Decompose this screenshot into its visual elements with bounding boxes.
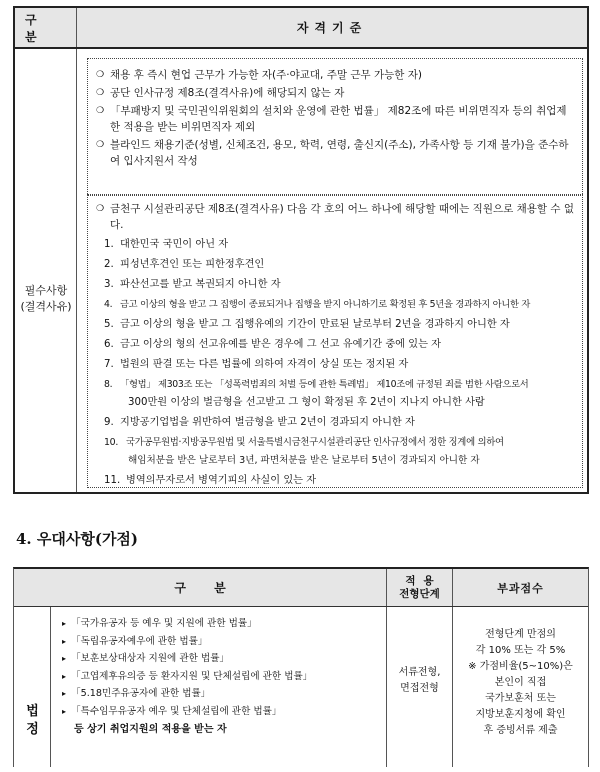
bullet-triangle-icon: ▸ — [62, 671, 67, 681]
disqualification-intro: ❍ 금천구 시설관리공단 제8조(결격사유) 다음 각 호의 어느 하나에 해당할 때에는 직원으로 채용할 수 없다. — [96, 203, 574, 231]
list-item: 2. 피성년후견인 또는 피한정후견인 — [104, 259, 265, 270]
legal-category-column — [14, 607, 51, 767]
list-item: 5. 금고 이상의 형을 받고 그 집행유예의 기간이 만료된 날로부터 2년을 경과하지 아니한 자 — [104, 319, 510, 330]
list-item: ▸ 「고엽제후유의증 등 환자지원 및 단체설립에 관한 법률」 — [62, 669, 380, 685]
bonus-score: 전형단계 만점의 각 10% 또는 각 5% ※ 가점비율(5~10%)은 본인이 직접 국가보훈처 또는 지방보훈지청에 확인 후 증빙서류 제출 — [468, 629, 573, 736]
list-item-continuation: 300만원 이상의 벌금형을 선고받고 그 형이 확정된 후 2년이 지나지 아니한 사람 — [128, 397, 485, 408]
bullet-circle-icon: ❍ — [96, 140, 105, 150]
list-item: ❍ 공단 인사규정 제8조(결격사유)에 해당되지 않는 자 — [96, 87, 345, 99]
header-score: 부과점수 — [497, 581, 544, 595]
bullet-triangle-icon: ▸ — [62, 654, 67, 663]
list-item: ❍ 채용 후 즉시 현업 근무가 가능한 자(주·야교대, 주말 근무 가능한 자) — [96, 69, 422, 81]
list-item: 1. 대한민국 국민이 아닌 자 — [104, 239, 229, 250]
general-requirements-box — [87, 58, 583, 196]
list-item: 7. 법원의 판결 또는 다른 법률에 의하여 자격이 상실 또는 정지된 자 — [104, 359, 409, 370]
list-item: 9. 지방공기업법을 위반하여 벌금형을 받고 2년이 경과되지 아니한 자 — [104, 417, 415, 428]
list-item: ❍ 「부패방지 및 국민권익위원회의 설치와 운영에 관한 법률」 제82조에 따른 비위면직자 등의 취업제한 적용을 받는 비위면직자 제외 — [96, 105, 567, 133]
bullet-triangle-icon: ▸ — [62, 706, 67, 716]
bullet-triangle-icon: ▸ — [62, 636, 67, 646]
bullet-circle-icon: ❍ — [96, 88, 105, 98]
qualification-table-header — [15, 8, 587, 49]
row-label-required: 필수사항 (결격사유) — [20, 284, 72, 313]
list-item: ▸ 「국가유공자 등 예우 및 지원에 관한 법률」 — [62, 616, 380, 632]
law-list — [51, 607, 387, 767]
list-item: ❍ 블라인드 채용기준(성별, 신체조건, 용모, 학력, 연령, 출신지(주소), 가족사항 등 기재 불가)을 준수하여 입사지원서 작성 — [96, 139, 569, 167]
list-item: ▸ 「특수임무유공자 예우 및 단체설립에 관한 법률」 — [62, 704, 380, 720]
header-stage: 적용 전형단계 — [387, 569, 453, 606]
section-title: 4. 우대사항(가점) — [16, 530, 139, 548]
header-qualification: 자격기준 — [296, 21, 368, 35]
bullet-circle-icon: ❍ — [96, 70, 105, 80]
qualification-table — [13, 6, 589, 494]
list-item-continuation: 해임처분을 받은 날로부터 3년, 파면처분을 받은 날로부터 5년이 경과되지 아니한 자 — [128, 455, 480, 466]
disqualification-box — [87, 194, 583, 488]
list-item: 8. 「형법」 제303조 또는 「성폭력범죄의 처벌 등에 관한 특례법」 제10조에 규정된 죄를 범한 사람으로서 — [104, 379, 529, 390]
list-item: 10. 국가공무원법·지방공무원법 및 서울특별시금천구시설관리공단 인사규정에서 정한 징계에 의하여 — [104, 437, 504, 448]
applicable-stage: 서류전형, 면접전형 — [387, 607, 453, 767]
header-category: 구 분 — [14, 569, 387, 606]
list-item: 6. 금고 이상의 형의 선고유예를 받은 경우에 그 선고 유예기간 중에 있는 자 — [104, 339, 442, 350]
preference-table-header — [14, 569, 588, 607]
list-item: 4. 금고 이상의 형을 받고 그 집행이 종료되거나 집행을 받지 아니하기로 확정된 후 5년을 경과하지 아니한 자 — [104, 299, 531, 310]
bullet-circle-icon: ❍ — [96, 106, 105, 116]
list-item: 11. 병역의무자로서 병역기피의 사실이 있는 자 — [104, 475, 317, 486]
list-item: ▸ 「5.18민주유공자에 관한 법률」 — [62, 686, 380, 702]
bullet-circle-icon: ❍ — [96, 204, 105, 214]
bullet-triangle-icon: ▸ — [62, 619, 67, 628]
list-item: 3. 파산선고를 받고 복권되지 아니한 자 — [104, 279, 281, 290]
header-category: 구 분 — [15, 8, 77, 47]
list-item: ▸ 「보훈보상대상자 지원에 관한 법률」 — [62, 651, 380, 667]
law-list-footer: 등 상기 취업지원의 적용을 받는 자 — [74, 723, 227, 735]
preference-table — [13, 567, 589, 767]
row-label-legal: 법 정 — [26, 704, 39, 737]
bullet-triangle-icon: ▸ — [62, 689, 67, 698]
category-column — [15, 49, 77, 492]
list-item: ▸ 「독립유공자예우에 관한 법률」 — [62, 634, 380, 650]
